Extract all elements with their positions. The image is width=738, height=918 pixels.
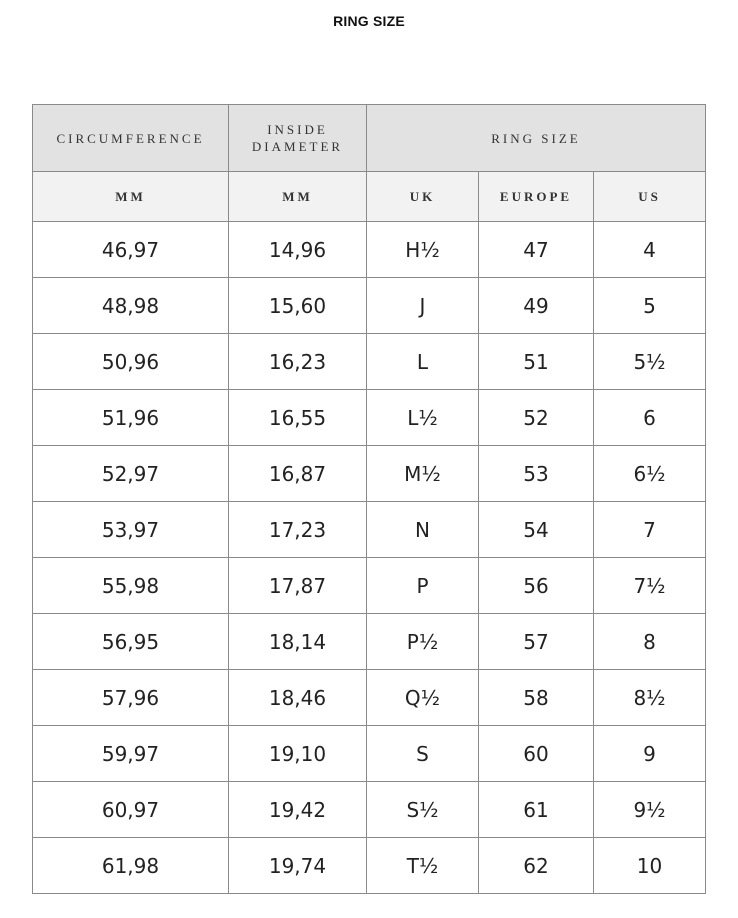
diameter-cell: 15,60: [229, 278, 367, 334]
page-title: RING SIZE: [333, 13, 405, 29]
europe-size-cell: 51: [479, 334, 594, 390]
circumference-cell: 55,98: [33, 558, 229, 614]
uk-size-cell: M½: [367, 446, 479, 502]
subheader-circumference-mm: MM: [33, 172, 229, 222]
uk-size-cell: N: [367, 502, 479, 558]
europe-size-cell: 56: [479, 558, 594, 614]
circumference-cell: 53,97: [33, 502, 229, 558]
table-row: [33, 782, 706, 838]
us-size-cell: 4: [594, 222, 706, 278]
header-circumference: CIRCUMFERENCE: [33, 105, 229, 172]
diameter-cell: 16,23: [229, 334, 367, 390]
uk-size-cell: T½: [367, 838, 479, 894]
diameter-cell: 18,46: [229, 670, 367, 726]
us-size-cell: 5: [594, 278, 706, 334]
subheader-europe: EUROPE: [479, 172, 594, 222]
uk-size-cell: P½: [367, 614, 479, 670]
us-size-cell: 6: [594, 390, 706, 446]
us-size-cell: 9: [594, 726, 706, 782]
uk-size-cell: L½: [367, 390, 479, 446]
uk-size-cell: J: [367, 278, 479, 334]
europe-size-cell: 58: [479, 670, 594, 726]
us-size-cell: 6½: [594, 446, 706, 502]
us-size-cell: 8: [594, 614, 706, 670]
europe-size-cell: 52: [479, 390, 594, 446]
subheader-diameter-mm: MM: [229, 172, 367, 222]
diameter-cell: 19,42: [229, 782, 367, 838]
subheader-uk: UK: [367, 172, 479, 222]
table-row: [33, 390, 706, 446]
diameter-cell: 16,87: [229, 446, 367, 502]
table-row: [33, 558, 706, 614]
uk-size-cell: S½: [367, 782, 479, 838]
header-row-main: [33, 105, 706, 172]
header-inside-diameter-line2: DIAMETER: [251, 139, 344, 154]
europe-size-cell: 62: [479, 838, 594, 894]
europe-size-cell: 47: [479, 222, 594, 278]
table-row: [33, 614, 706, 670]
header-inside-diameter: [229, 105, 367, 172]
table-row: [33, 670, 706, 726]
table-row: [33, 278, 706, 334]
table-row: [33, 726, 706, 782]
europe-size-cell: 53: [479, 446, 594, 502]
uk-size-cell: L: [367, 334, 479, 390]
us-size-cell: 7½: [594, 558, 706, 614]
header-row-units: [33, 172, 706, 222]
ring-size-table: [32, 104, 706, 894]
header-ring-size: RING SIZE: [367, 105, 706, 172]
europe-size-cell: 54: [479, 502, 594, 558]
uk-size-cell: H½: [367, 222, 479, 278]
diameter-cell: 19,74: [229, 838, 367, 894]
europe-size-cell: 57: [479, 614, 594, 670]
table-body: [33, 222, 706, 894]
circumference-cell: 60,97: [33, 782, 229, 838]
table-row: [33, 222, 706, 278]
europe-size-cell: 61: [479, 782, 594, 838]
uk-size-cell: P: [367, 558, 479, 614]
diameter-cell: 19,10: [229, 726, 367, 782]
us-size-cell: 9½: [594, 782, 706, 838]
us-size-cell: 10: [594, 838, 706, 894]
diameter-cell: 14,96: [229, 222, 367, 278]
circumference-cell: 61,98: [33, 838, 229, 894]
circumference-cell: 50,96: [33, 334, 229, 390]
us-size-cell: 5½: [594, 334, 706, 390]
table-row: [33, 446, 706, 502]
diameter-cell: 18,14: [229, 614, 367, 670]
subheader-us: US: [594, 172, 706, 222]
us-size-cell: 8½: [594, 670, 706, 726]
table-row: [33, 334, 706, 390]
circumference-cell: 57,96: [33, 670, 229, 726]
table-row: [33, 502, 706, 558]
uk-size-cell: Q½: [367, 670, 479, 726]
table-row: [33, 838, 706, 894]
diameter-cell: 17,23: [229, 502, 367, 558]
circumference-cell: 56,95: [33, 614, 229, 670]
circumference-cell: 52,97: [33, 446, 229, 502]
us-size-cell: 7: [594, 502, 706, 558]
uk-size-cell: S: [367, 726, 479, 782]
circumference-cell: 59,97: [33, 726, 229, 782]
circumference-cell: 48,98: [33, 278, 229, 334]
diameter-cell: 16,55: [229, 390, 367, 446]
europe-size-cell: 60: [479, 726, 594, 782]
circumference-cell: 51,96: [33, 390, 229, 446]
diameter-cell: 17,87: [229, 558, 367, 614]
europe-size-cell: 49: [479, 278, 594, 334]
circumference-cell: 46,97: [33, 222, 229, 278]
header-inside-diameter-line1: INSIDE: [267, 122, 328, 137]
